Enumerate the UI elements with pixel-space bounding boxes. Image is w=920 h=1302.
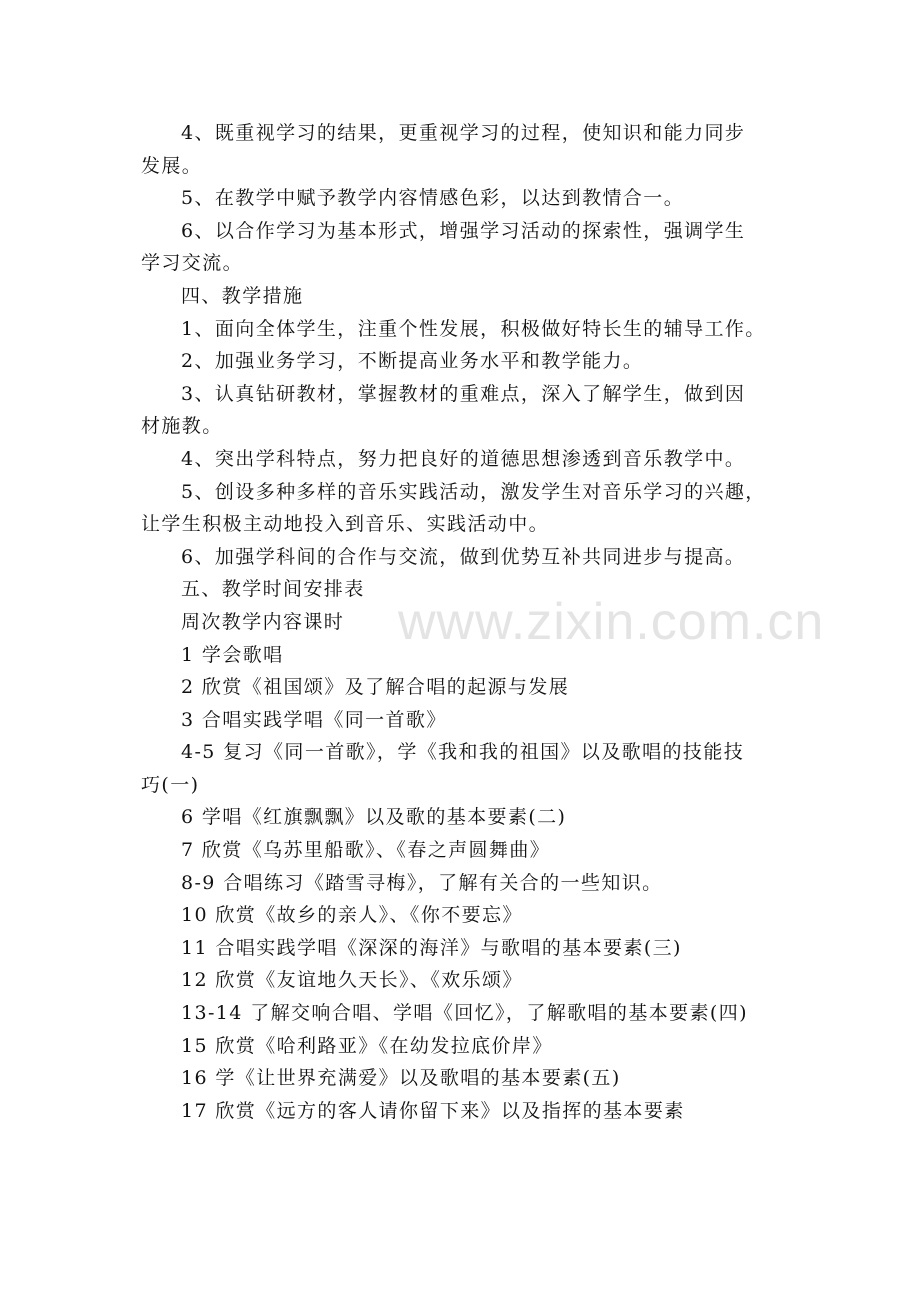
schedule-row: 8-9 合唱练习《踏雪寻梅》，了解有关合的一些知识。 [181, 871, 663, 894]
schedule-row: 3 合唱实践学唱《同一首歌》 [181, 708, 447, 731]
schedule-row: 10 欣赏《故乡的亲人》、《你不要忘》 [181, 904, 523, 927]
schedule-row: 2 欣赏《祖国颂》及了解合唱的起源与发展 [181, 676, 570, 699]
schedule-row: 13-14 了解交响合唱、学唱《回忆》，了解歌唱的基本要素(四) [181, 1002, 748, 1025]
schedule-row: 6 学唱《红旗飘飘》以及歌的基本要素(二) [181, 806, 567, 829]
schedule-row: 1 学会歌唱 [181, 643, 284, 666]
paragraph-line: 6、以合作学习为基本形式，增强学习活动的探索性，强调学生 [181, 219, 746, 242]
section-heading: 五、教学时间安排表 [181, 578, 365, 601]
paragraph-line: 4、突出学科特点，努力把良好的道德思想渗透到音乐教学中。 [181, 447, 746, 470]
schedule-row: 15 欣赏《哈利路亚》《在幼发拉底价岸》 [181, 1034, 553, 1057]
paragraph-line: 学习交流。 [141, 252, 244, 275]
paragraph-line: 材施教。 [141, 415, 223, 438]
paragraph-line: 发展。 [141, 154, 203, 177]
paragraph-line: 5、在教学中赋予教学内容情感色彩，以达到教情合一。 [181, 187, 685, 210]
paragraph-line: 1、面向全体学生，注重个性发展，积极做好特长生的辅导工作。 [181, 317, 766, 340]
schedule-row: 12 欣赏《友谊地久天长》、《欢乐颂》 [181, 969, 523, 992]
schedule-row: 11 合唱实践学唱《深深的海洋》与歌唱的基本要素(三) [181, 936, 682, 959]
paragraph-line: 6、加强学科间的合作与交流，做到优势互补共同进步与提高。 [181, 545, 746, 568]
paragraph-line: 4、既重视学习的结果，更重视学习的过程，使知识和能力同步 [181, 122, 746, 144]
paragraph-line: 让学生积极主动地投入到音乐、实践活动中。 [141, 513, 550, 536]
paragraph-line: 3、认真钻研教材，掌握教材的重难点，深入了解学生，做到因 [181, 382, 746, 405]
watermark: www.zixin.com.cn [398, 593, 825, 651]
schedule-header: 周次教学内容课时 [181, 610, 345, 633]
paragraph-line: 5、创设多种多样的音乐实践活动，激发学生对音乐学习的兴趣， [181, 480, 766, 503]
paragraph-line: 2、加强业务学习，不断提高业务水平和教学能力。 [181, 350, 644, 373]
document-body [141, 117, 801, 1127]
schedule-row: 17 欣赏《远方的客人请你留下来》以及指挥的基本要素 [181, 1099, 685, 1122]
schedule-row: 16 学《让世界充满爱》以及歌唱的基本要素(五) [181, 1067, 621, 1090]
schedule-row: 7 欣赏《乌苏里船歌》、《春之声圆舞曲》 [181, 839, 551, 862]
schedule-row-continued: 巧(一) [141, 773, 200, 796]
schedule-row: 4-5 复习《同一首歌》，学《我和我的祖国》以及歌唱的技能技 [181, 741, 745, 764]
section-heading: 四、教学措施 [181, 284, 304, 307]
